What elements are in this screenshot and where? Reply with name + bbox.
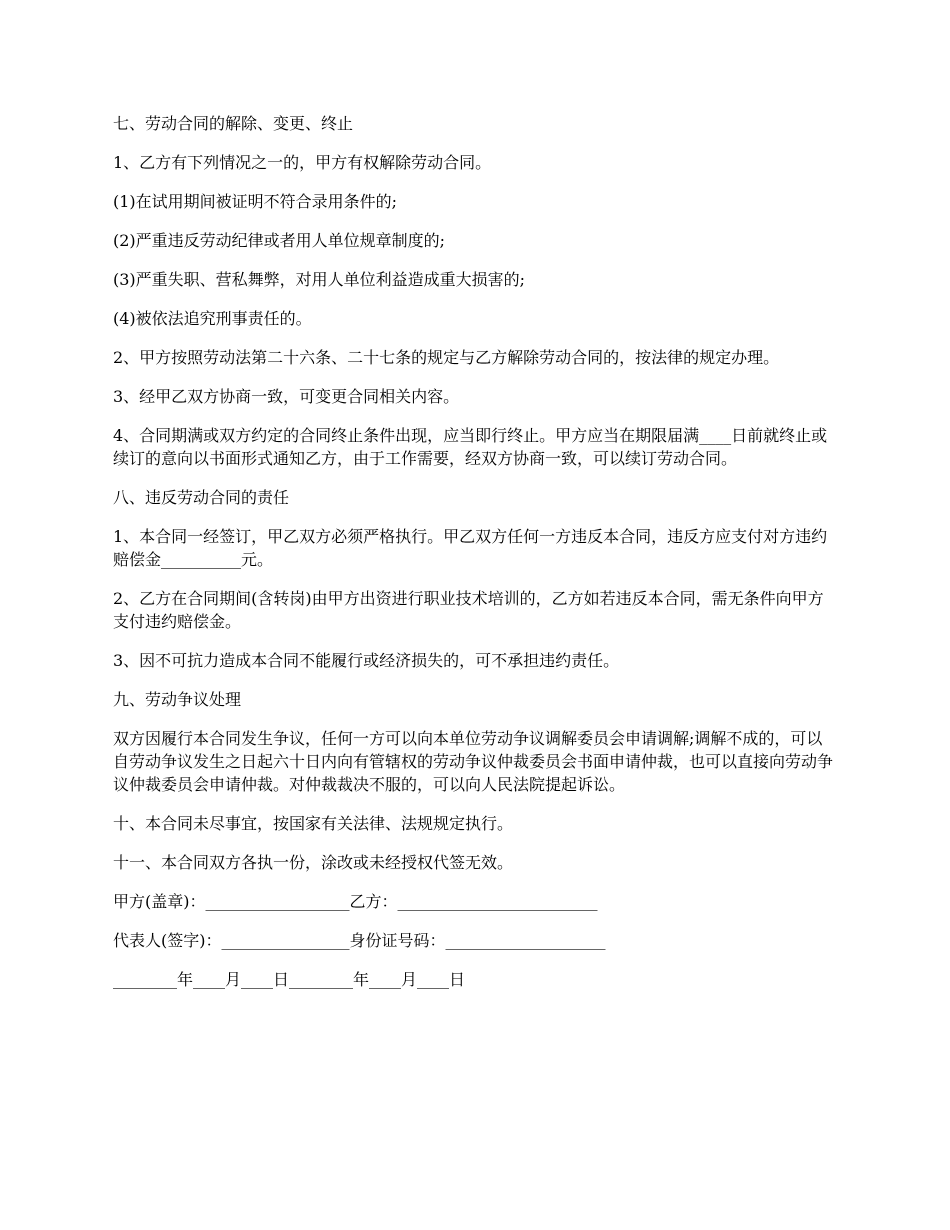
clause-contract-expiry: 4、合同期满或双方约定的合同终止条件出现，应当即行终止。甲方应当在期限届满____日前就终止或续订的意向以书面形式通知乙方，由于工作需要，经双方协商一致，可以续订劳动合同。 bbox=[113, 426, 828, 468]
clause-termination-rights: 1、乙方有下列情况之一的，甲方有权解除劳动合同。 bbox=[113, 153, 492, 172]
section-heading-liability: 八、违反劳动合同的责任 bbox=[113, 488, 290, 507]
clause-item-negligence: (3)严重失职、营私舞弊，对用人单位利益造成重大损害的; bbox=[113, 270, 526, 289]
clause-item-criminal: (4)被依法追究刑事责任的。 bbox=[113, 309, 312, 328]
section-heading-copies: 十一、本合同双方各执一份，涂改或未经授权代签无效。 bbox=[113, 853, 514, 872]
signature-line-representative: 代表人(签字)：________________身份证号码：____________________ bbox=[113, 931, 606, 950]
clause-dispute-resolution: 双方因履行本合同发生争议，任何一方可以向本单位劳动争议调解委员会申请调解;调解不成的，可以自劳动争议发生之日起六十日内向有管辖权的劳动争议仲裁委员会书面申请仲裁，也可以直接向劳动争议仲裁委员会申请仲裁。对仲裁裁决不服的，可以向人民法院提起诉讼。 bbox=[113, 729, 834, 794]
document-body bbox=[113, 112, 833, 1007]
clause-training-compensation: 2、乙方在合同期间(含转岗)由甲方出资进行职业技术培训的，乙方如若违反本合同，需无条件向甲方支付违约赔偿金。 bbox=[113, 589, 824, 631]
clause-labor-law-termination: 2、甲方按照劳动法第二十六条、二十七条的规定与乙方解除劳动合同的，按法律的规定办理。 bbox=[113, 348, 780, 367]
clause-item-discipline: (2)严重违反劳动纪律或者用人单位规章制度的; bbox=[113, 231, 446, 250]
section-heading-dispute: 九、劳动争议处理 bbox=[113, 690, 242, 709]
clause-item-probation: (1)在试用期间被证明不符合录用条件的; bbox=[113, 192, 398, 211]
signature-line-dates: ________年____月____日________年____月____日 bbox=[113, 970, 466, 989]
clause-contract-change: 3、经甲乙双方协商一致，可变更合同相关内容。 bbox=[113, 387, 460, 406]
section-heading-termination: 七、劳动合同的解除、变更、终止 bbox=[113, 114, 354, 133]
section-heading-miscellaneous: 十、本合同未尽事宜，按国家有关法律、法规规定执行。 bbox=[113, 814, 514, 833]
signature-line-parties: 甲方(盖章)：__________________乙方：_________________________ bbox=[113, 892, 598, 911]
clause-force-majeure: 3、因不可抗力造成本合同不能履行或经济损失的，可不承担违约责任。 bbox=[113, 651, 620, 670]
clause-breach-compensation: 1、本合同一经签订，甲乙双方必须严格执行。甲乙双方任何一方违反本合同，违反方应支付对方违约赔偿金__________元。 bbox=[113, 527, 828, 569]
